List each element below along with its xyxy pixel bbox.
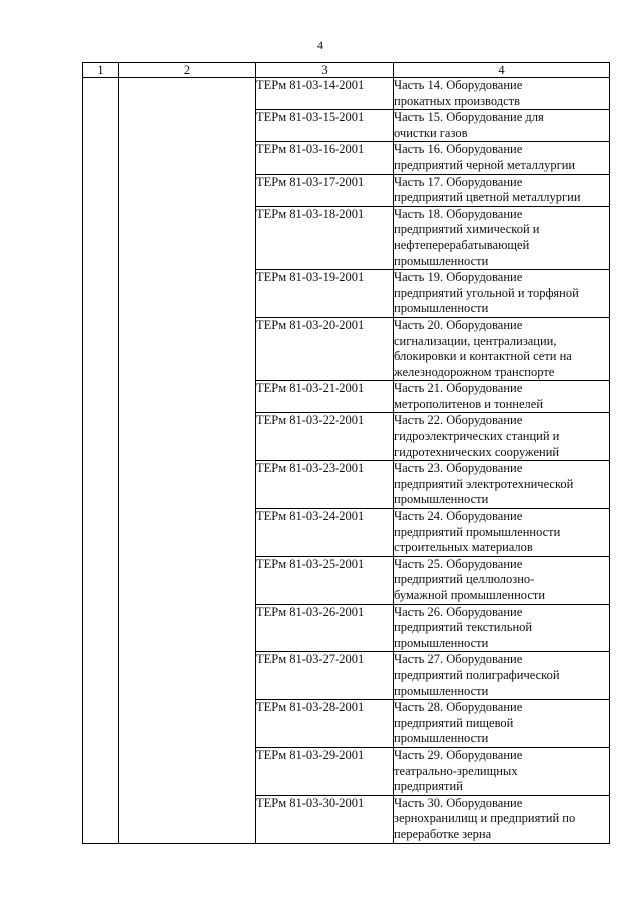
description-line: предприятий полиграфической: [394, 667, 560, 682]
description-line: прокатных производств: [394, 93, 521, 108]
description-line: Часть 26. Оборудование: [394, 604, 523, 619]
code-cell: ТЕРм 81-03-26-2001: [256, 604, 394, 652]
description-line: предприятий целлюлозно-: [394, 572, 535, 587]
column-header-3: 3: [256, 63, 394, 78]
description-line: предприятий пищевой: [394, 715, 514, 730]
description-cell: [394, 747, 610, 795]
description-line: Часть 16. Оборудование: [394, 142, 523, 157]
description-line: промышленности: [394, 301, 489, 316]
description-cell: [394, 652, 610, 700]
description-line: Часть 20. Оборудование: [394, 317, 523, 332]
description-cell: [394, 795, 610, 843]
description-line: Часть 28. Оборудование: [394, 700, 523, 715]
code-cell: ТЕРм 81-03-23-2001: [256, 461, 394, 509]
code-cell: ТЕРм 81-03-15-2001: [256, 110, 394, 142]
description-line: Часть 17. Оборудование: [394, 174, 523, 189]
column-2-cell: [119, 78, 256, 844]
table-row: [83, 78, 610, 110]
description-cell: [394, 509, 610, 557]
document-table: [82, 62, 610, 844]
table-body: [83, 78, 610, 844]
description-line: блокировки и контактной сети на: [394, 349, 572, 364]
description-line: Часть 24. Оборудование: [394, 509, 523, 524]
description-line: Часть 18. Оборудование: [394, 206, 523, 221]
description-cell: [394, 206, 610, 269]
description-line: промышленности: [394, 683, 489, 698]
description-line: Часть 30. Оборудование: [394, 795, 523, 810]
column-header-1: 1: [83, 63, 119, 78]
description-line: предприятий электротехнической: [394, 476, 574, 491]
table-header-row: [83, 63, 610, 78]
description-line: Часть 15. Оборудование для: [394, 110, 544, 125]
code-cell: ТЕРм 81-03-28-2001: [256, 700, 394, 748]
description-cell: [394, 270, 610, 318]
description-line: Часть 27. Оборудование: [394, 652, 523, 667]
description-line: Часть 25. Оборудование: [394, 556, 523, 571]
description-line: промышленности: [394, 731, 489, 746]
description-line: промышленности: [394, 253, 489, 268]
description-line: Часть 19. Оборудование: [394, 270, 523, 285]
description-cell: [394, 78, 610, 110]
description-line: предприятий угольной и торфяной: [394, 285, 579, 300]
description-line: железнодорожном транспорте: [394, 364, 555, 379]
description-line: предприятий черной металлургии: [394, 157, 576, 172]
code-cell: ТЕРм 81-03-16-2001: [256, 142, 394, 174]
code-cell: ТЕРм 81-03-14-2001: [256, 78, 394, 110]
description-line: бумажной промышленности: [394, 588, 546, 602]
description-line: промышленности: [394, 492, 489, 507]
description-line: предприятий текстильной: [394, 620, 533, 635]
description-cell: [394, 556, 610, 604]
column-header-4: 4: [394, 63, 610, 78]
description-line: предприятий: [394, 779, 463, 794]
description-line: предприятий цветной металлургии: [394, 190, 581, 205]
description-cell: [394, 110, 610, 142]
description-cell: [394, 174, 610, 206]
description-line: Часть 29. Оборудование: [394, 747, 523, 762]
description-line: Часть 21. Оборудование: [394, 381, 523, 396]
description-line: театрально-зрелищных: [394, 763, 518, 778]
description-line: сигнализации, централизации,: [394, 333, 557, 348]
description-cell: [394, 317, 610, 380]
description-line: предприятий химической и: [394, 222, 540, 237]
code-cell: ТЕРм 81-03-18-2001: [256, 206, 394, 269]
code-cell: ТЕРм 81-03-30-2001: [256, 795, 394, 843]
description-line: гидроэлектрических станций и: [394, 429, 560, 444]
description-line: промышленности: [394, 635, 489, 650]
column-1-cell: [83, 78, 119, 844]
code-cell: ТЕРм 81-03-27-2001: [256, 652, 394, 700]
code-cell: ТЕРм 81-03-21-2001: [256, 381, 394, 413]
description-line: Часть 23. Оборудование: [394, 461, 523, 476]
code-cell: ТЕРм 81-03-22-2001: [256, 413, 394, 461]
description-cell: [394, 381, 610, 413]
description-line: Часть 22. Оборудование: [394, 413, 523, 428]
description-line: зернохранилищ и предприятий по: [394, 811, 576, 826]
code-cell: ТЕРм 81-03-25-2001: [256, 556, 394, 604]
description-line: гидротехнических сооружений: [394, 444, 560, 459]
description-line: метрополитенов и тоннелей: [394, 396, 544, 411]
description-cell: [394, 604, 610, 652]
code-cell: ТЕРм 81-03-24-2001: [256, 509, 394, 557]
description-line: Часть 14. Оборудование: [394, 78, 523, 92]
code-cell: ТЕРм 81-03-17-2001: [256, 174, 394, 206]
page-number: 4: [317, 38, 323, 52]
code-cell: ТЕРм 81-03-20-2001: [256, 317, 394, 380]
code-cell: ТЕРм 81-03-19-2001: [256, 270, 394, 318]
description-cell: [394, 413, 610, 461]
description-cell: [394, 142, 610, 174]
description-cell: [394, 700, 610, 748]
description-line: предприятий промышленности: [394, 524, 561, 539]
code-cell: ТЕРм 81-03-29-2001: [256, 747, 394, 795]
description-line: очистки газов: [394, 125, 468, 140]
description-line: нефтеперерабатывающей: [394, 237, 530, 252]
description-line: переработке зерна: [394, 826, 492, 841]
description-cell: [394, 461, 610, 509]
column-header-2: 2: [119, 63, 256, 78]
description-line: строительных материалов: [394, 540, 533, 555]
